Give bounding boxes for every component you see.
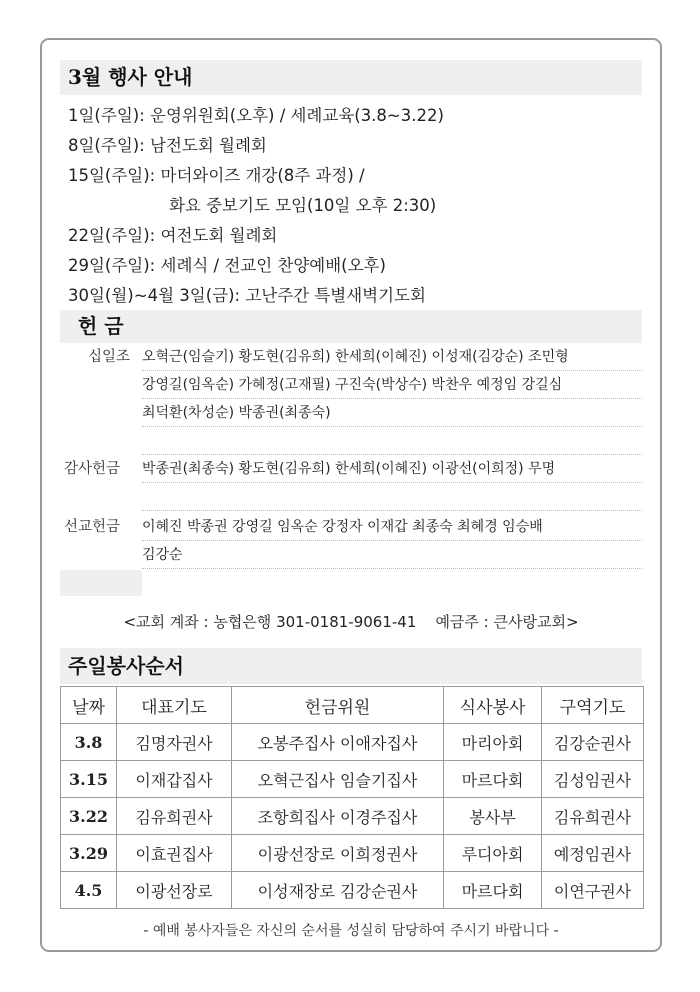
thanks-line-empty	[142, 483, 642, 511]
header-date: 날짜	[61, 687, 117, 724]
header-meal: 식사봉사	[444, 687, 542, 724]
events-title	[60, 60, 642, 95]
event-item: 1일(주일): 운영위원회(오후) / 세례교육(3.8~3.22)	[68, 106, 444, 125]
tithe-label: 십일조	[87, 349, 130, 365]
thanks-line: 박종권(최종숙) 황도현(김유희) 한세희(이혜진) 이광선(이희정) 무명	[142, 455, 642, 483]
event-item: 15일(주일): 마더와이즈 개강(8주 과정) /	[68, 166, 365, 185]
tithe-line: 최덕환(차성순) 박종권(최종숙)	[142, 399, 642, 427]
event-item: 29일(주일): 세례식 / 전교인 찬양예배(오후)	[68, 256, 386, 275]
table-row: 4.5 이광선장로 이성재장로 김강순권사 마르다회 이연구권사	[61, 872, 644, 909]
header-offering: 헌금위원	[232, 687, 444, 724]
table-row: 3.8 김명자권사 오봉주집사 이애자집사 마리아회 김강순권사	[61, 724, 644, 761]
table-row: 3.15 이재갑집사 오혁근집사 임슬기집사 마르다회 김성임권사	[61, 761, 644, 798]
mission-empty-cell	[60, 570, 142, 596]
event-item: 22일(주일): 여전도회 월례회	[68, 226, 278, 245]
mission-label: 선교헌금	[64, 519, 121, 535]
mission-line: 이혜진 박종권 강영길 임옥순 강정자 이재갑 최종숙 최혜경 임승배	[142, 513, 642, 541]
table-header-row	[61, 687, 644, 724]
duty-table	[60, 686, 644, 909]
events-list	[68, 101, 648, 311]
mission-line-empty	[142, 570, 642, 598]
header-district: 구역기도	[542, 687, 644, 724]
table-row: 3.29 이효권집사 이광선장로 이희정권사 루디아회 예정임권사	[61, 835, 644, 872]
duty-note: - 예배 봉사자들은 자신의 순서를 성실히 담당하여 주시기 바랍니다 -	[143, 923, 559, 939]
mission-line: 김강순	[142, 541, 642, 569]
events-title-text: 3월 행사 안내	[68, 65, 193, 89]
event-item: 30일(월)~4월 3일(금): 고난주간 특별새벽기도회	[68, 286, 426, 305]
offering-title	[60, 310, 642, 343]
duty-title	[60, 648, 642, 684]
table-row: 3.22 김유희권사 조항희집사 이경주집사 봉사부 김유희권사	[61, 798, 644, 835]
thanks-label: 감사헌금	[64, 461, 121, 477]
header-prayer: 대표기도	[117, 687, 232, 724]
event-item: 8일(주일): 남전도회 월례회	[68, 136, 267, 155]
event-item-continuation: 화요 중보기도 모임(10일 오후 2:30)	[169, 196, 437, 215]
tithe-line: 오혁근(임슬기) 황도현(김유희) 한세희(이혜진) 이성재(김강순) 조민형	[142, 343, 642, 371]
offering-title-text: 헌 금	[78, 314, 124, 338]
tithe-line-empty	[142, 427, 642, 455]
duty-title-text: 주일봉사순서	[68, 654, 184, 678]
tithe-line: 강영길(임옥순) 가혜정(고재필) 구진숙(박상수) 박찬우 예정임 강길심	[142, 371, 642, 399]
account-info: <교회 계좌 : 농협은행 301-0181-9061-41 예금주 : 큰사랑교회>	[123, 613, 579, 631]
